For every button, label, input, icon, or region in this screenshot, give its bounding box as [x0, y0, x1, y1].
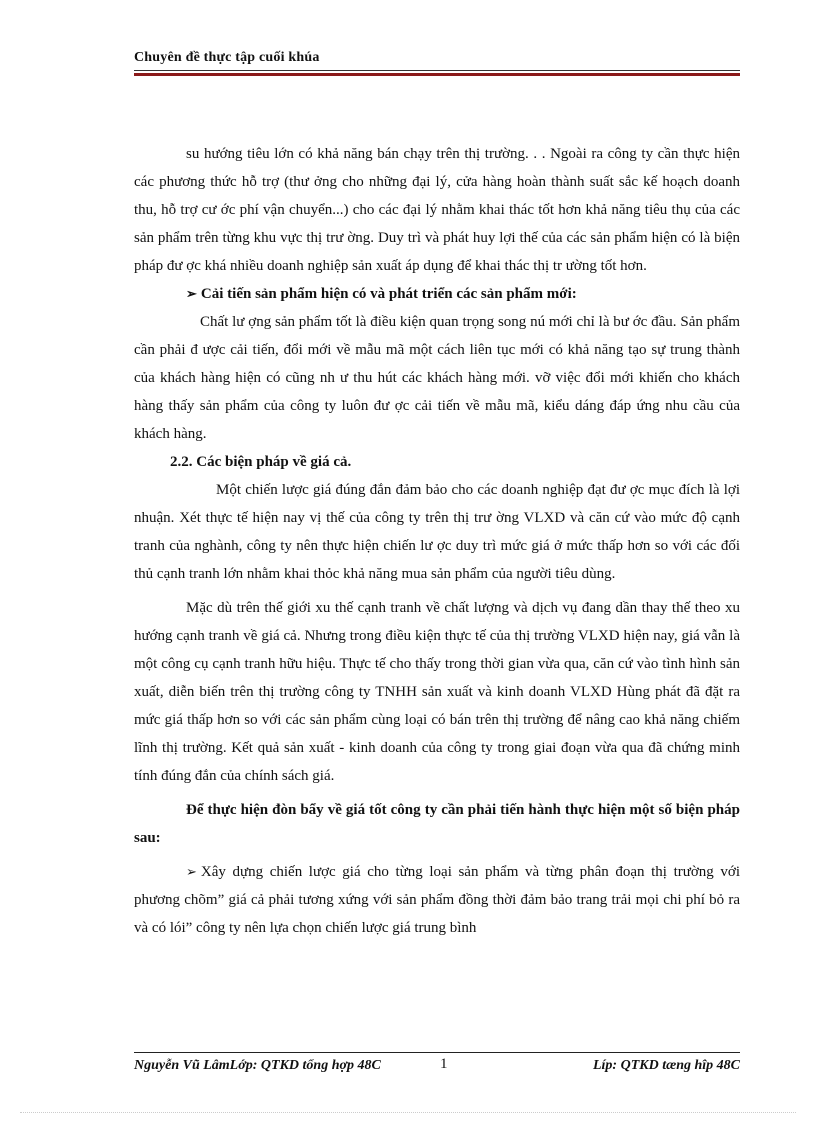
page-number: 1: [440, 1056, 448, 1072]
header-title: Chuyên đề thực tập cuối khúa: [134, 50, 320, 65]
section-heading-price: 2.2. Các biện pháp về giá cả.: [170, 454, 352, 470]
heading-product-improvement-text: Cải tiến sản phẩm hiện có và phát triển các sản phẩm mới:: [200, 286, 577, 302]
footer-rule: [134, 1052, 740, 1053]
header-rule-thick: [134, 73, 740, 76]
heading-price-lever: Để thực hiện đòn bẩy về giá tốt công ty cần phải tiến hành thực hiện một số biện pháp sau:: [134, 802, 740, 846]
heading-product-improvement: [134, 280, 740, 308]
bullet-arrow-icon: ➢: [186, 864, 197, 879]
paragraph-4: Mặc dù trên thế giới xu thế cạnh tranh về chất lượng và dịch vụ đang dần thay thế theo xu hướng cạnh tranh về giá cả. Nhưng trong điều kiện thực tế của thị trường VLXD hiện nay, giá vẫn là một công cụ cạnh tranh hữu hiệu. Thực tế cho thấy trong thời gian vừa qua, căn cứ vào tình hình sản xuất, diễn biến trên thị trường công ty TNHH sản xuất và kinh doanh VLXD Hùng phát đã đặt ra mức giá thấp hơn so với các sản phẩm cùng loại có bán trên thị trường để nâng cao khả năng chiếm lĩnh thị trường. Kết quả sản xuất - kinh doanh của công ty trong giai đoạn vừa qua đã chứng minh tính đúng đắn của chính sách giá.: [134, 600, 740, 784]
paragraph-1: su hướng tiêu lớn có khả năng bán chạy trên thị trường. . . Ngoài ra công ty cần thực hiện các phương thức hỗ trợ (thư ởng cho những đại lý, cửa hàng hoàn thành suất sắc kế hoạch doanh thu, hỗ trợ cư ớc phí vận chuyển...) cho các đại lý nhằm khai thác tốt hơn khả năng tiêu thụ của các sản phẩm trên từng khu vực thị trư ờng. Duy trì và phát huy lợi thế của các sản phẩm hiện có là biện pháp đư ợc khá nhiều doanh nghiệp sản xuất áp dụng để khai thác thị tr ường tốt hơn.: [134, 146, 740, 274]
paragraph-2: Chất lư ợng sản phẩm tốt là điều kiện quan trọng song nú mới chỉ là bư ớc đầu. Sản phẩm cần phải đ ược cải tiến, đổi mới về mẫu mã một cách liên tục mới có khả năng tạo sự trung thành của khách hàng hiện có cũng nh ư thu hút các khách hàng mới. vỡ việc đổi mới khiến cho khách hàng thấy sản phẩm của công ty luôn đư ợc cải tiến về mẫu mã, kiểu dáng đáp ứng nhu cầu của khách hàng.: [134, 314, 740, 442]
bottom-dotted-line: [20, 1112, 796, 1113]
page-header: [134, 50, 740, 66]
paragraph-3: Một chiến lược giá đúng đắn đảm bảo cho các doanh nghiệp đạt đư ợc mục đích là lợi nhuận. Xét thực tế hiện nay vị thế của công ty trên thị trư ờng VLXD và căn cứ vào mức độ cạnh tranh của nghành, công ty nên thực hiện chiến lư ợc duy trì mức giá ở mức thấp hơn so với các đối thủ cạnh tranh lớn nhằm khai thỏc khả năng mua sản phẩm của người tiêu dùng.: [134, 482, 740, 582]
document-body: [134, 140, 740, 942]
header-rule-thin: [134, 70, 740, 71]
footer-class: Líp: QTKD tæng hîp 48C: [592, 1058, 740, 1073]
bullet-arrow-icon: ➢: [186, 286, 197, 301]
footer-author: Nguyễn Vũ LâmLớp: QTKD tổng hợp 48C: [134, 1058, 381, 1073]
paragraph-5-text: Xây dựng chiến lược giá cho từng loại sản phẩm và từng phân đoạn thị trường với phương chõm” giá cả phải tương xứng với sản phẩm đồng thời đảm bảo trang trải mọi chi phí bỏ ra và có lói” công ty nên lựa chọn chiến lược giá trung bình: [134, 864, 740, 936]
paragraph-5: [134, 858, 740, 942]
